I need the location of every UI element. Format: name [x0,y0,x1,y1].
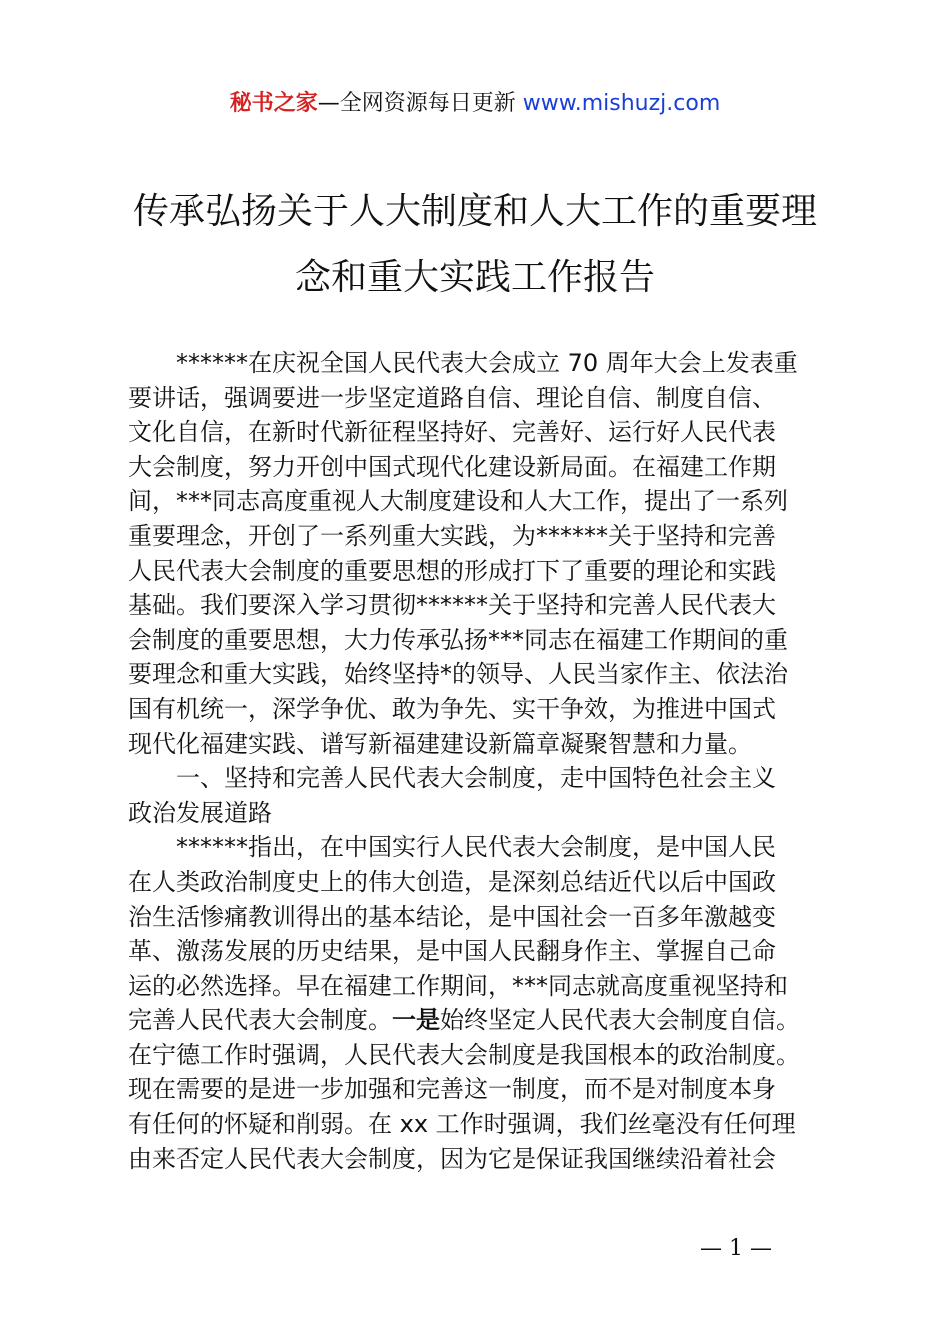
document-body [128,346,838,1176]
document-title-line-1: 传承弘扬关于人大制度和人大工作的重要理 [132,191,817,232]
paragraph-line: ******在庆祝全国人民代表大会成立 70 周年大会上发表重 [176,349,798,377]
section-heading-line-1: 一、坚持和完善人民代表大会制度，走中国特色社会主义 [176,764,776,793]
paragraph-line: 现在需要的是进一步加强和完善这一制度，而不是对制度本身 [128,1075,776,1104]
paragraph-line: ******指出，在中国实行人民代表大会制度，是中国人民 [176,833,776,862]
paragraph-line: 人民代表大会制度的重要思想的形成打下了重要的理论和实践 [128,556,776,585]
brand-name: 秘书之家 [229,91,318,116]
emphasis-marker: 一是 [392,1006,440,1035]
document-title-line-2: 念和重大实践工作报告 [294,257,655,298]
paragraph-line: 现代化福建实践、谱写新福建建设新篇章凝聚智慧和力量。 [128,729,752,758]
paragraph-line: 治生活惨痛教训得出的基本结论，是中国社会一百多年激越变 [128,902,776,931]
paragraph-line: 间，***同志高度重视人大制度建设和人大工作，提出了一系列 [128,487,788,516]
paragraph-line: 重要理念，开创了一系列重大实践，为******关于坚持和完善 [128,521,776,550]
paragraph-line: 大会制度，努力开创中国式现代化建设新局面。在福建工作期 [128,452,776,481]
paragraph-line: 要理念和重大实践，始终坚持*的领导、人民当家作主、依法治 [128,660,788,689]
paragraph-line: 有任何的怀疑和削弱。在 xx 工作时强调，我们丝毫没有任何理 [128,1110,796,1139]
paragraph-line: 由来否定人民代表大会制度，因为它是保证我国继续沿着社会 [128,1144,776,1173]
paragraph-line: 文化自信，在新时代新征程坚持好、完善好、运行好人民代表 [128,418,776,447]
paragraph-line-with-emphasis [128,1003,838,1038]
section-heading-line-2: 政治发展道路 [128,798,272,827]
site-header [0,88,950,120]
paragraph-line: 要讲话，强调要进一步坚定道路自信、理论自信、制度自信、 [128,383,776,412]
site-url-link[interactable]: www.mishuzj.com [522,91,721,116]
paragraph-line: 国有机统一，深学争优、敢为争先、实干争效，为推进中国式 [128,694,776,723]
paragraph-line: 运的必然选择。早在福建工作期间，***同志就高度重视坚持和 [128,971,788,1000]
paragraph-line: 基础。我们要深入学习贯彻******关于坚持和完善人民代表大 [128,591,776,620]
paragraph-text: 始终坚定人民代表大会制度自信。 [440,1006,800,1035]
header-tagline: —全网资源每日更新 [317,91,523,116]
paragraph-text: 完善人民代表大会制度。 [128,1006,392,1035]
page-number: — 1 — [700,1236,772,1261]
paragraph-line: 在宁德工作时强调，人民代表大会制度是我国根本的政治制度。 [128,1040,800,1069]
paragraph-line: 会制度的重要思想，大力传承弘扬***同志在福建工作期间的重 [128,625,788,654]
paragraph-line: 革、激荡发展的历史结果，是中国人民翻身作主、掌握自己命 [128,937,776,966]
paragraph-line: 在人类政治制度史上的伟大创造，是深刻总结近代以后中国政 [128,867,776,896]
